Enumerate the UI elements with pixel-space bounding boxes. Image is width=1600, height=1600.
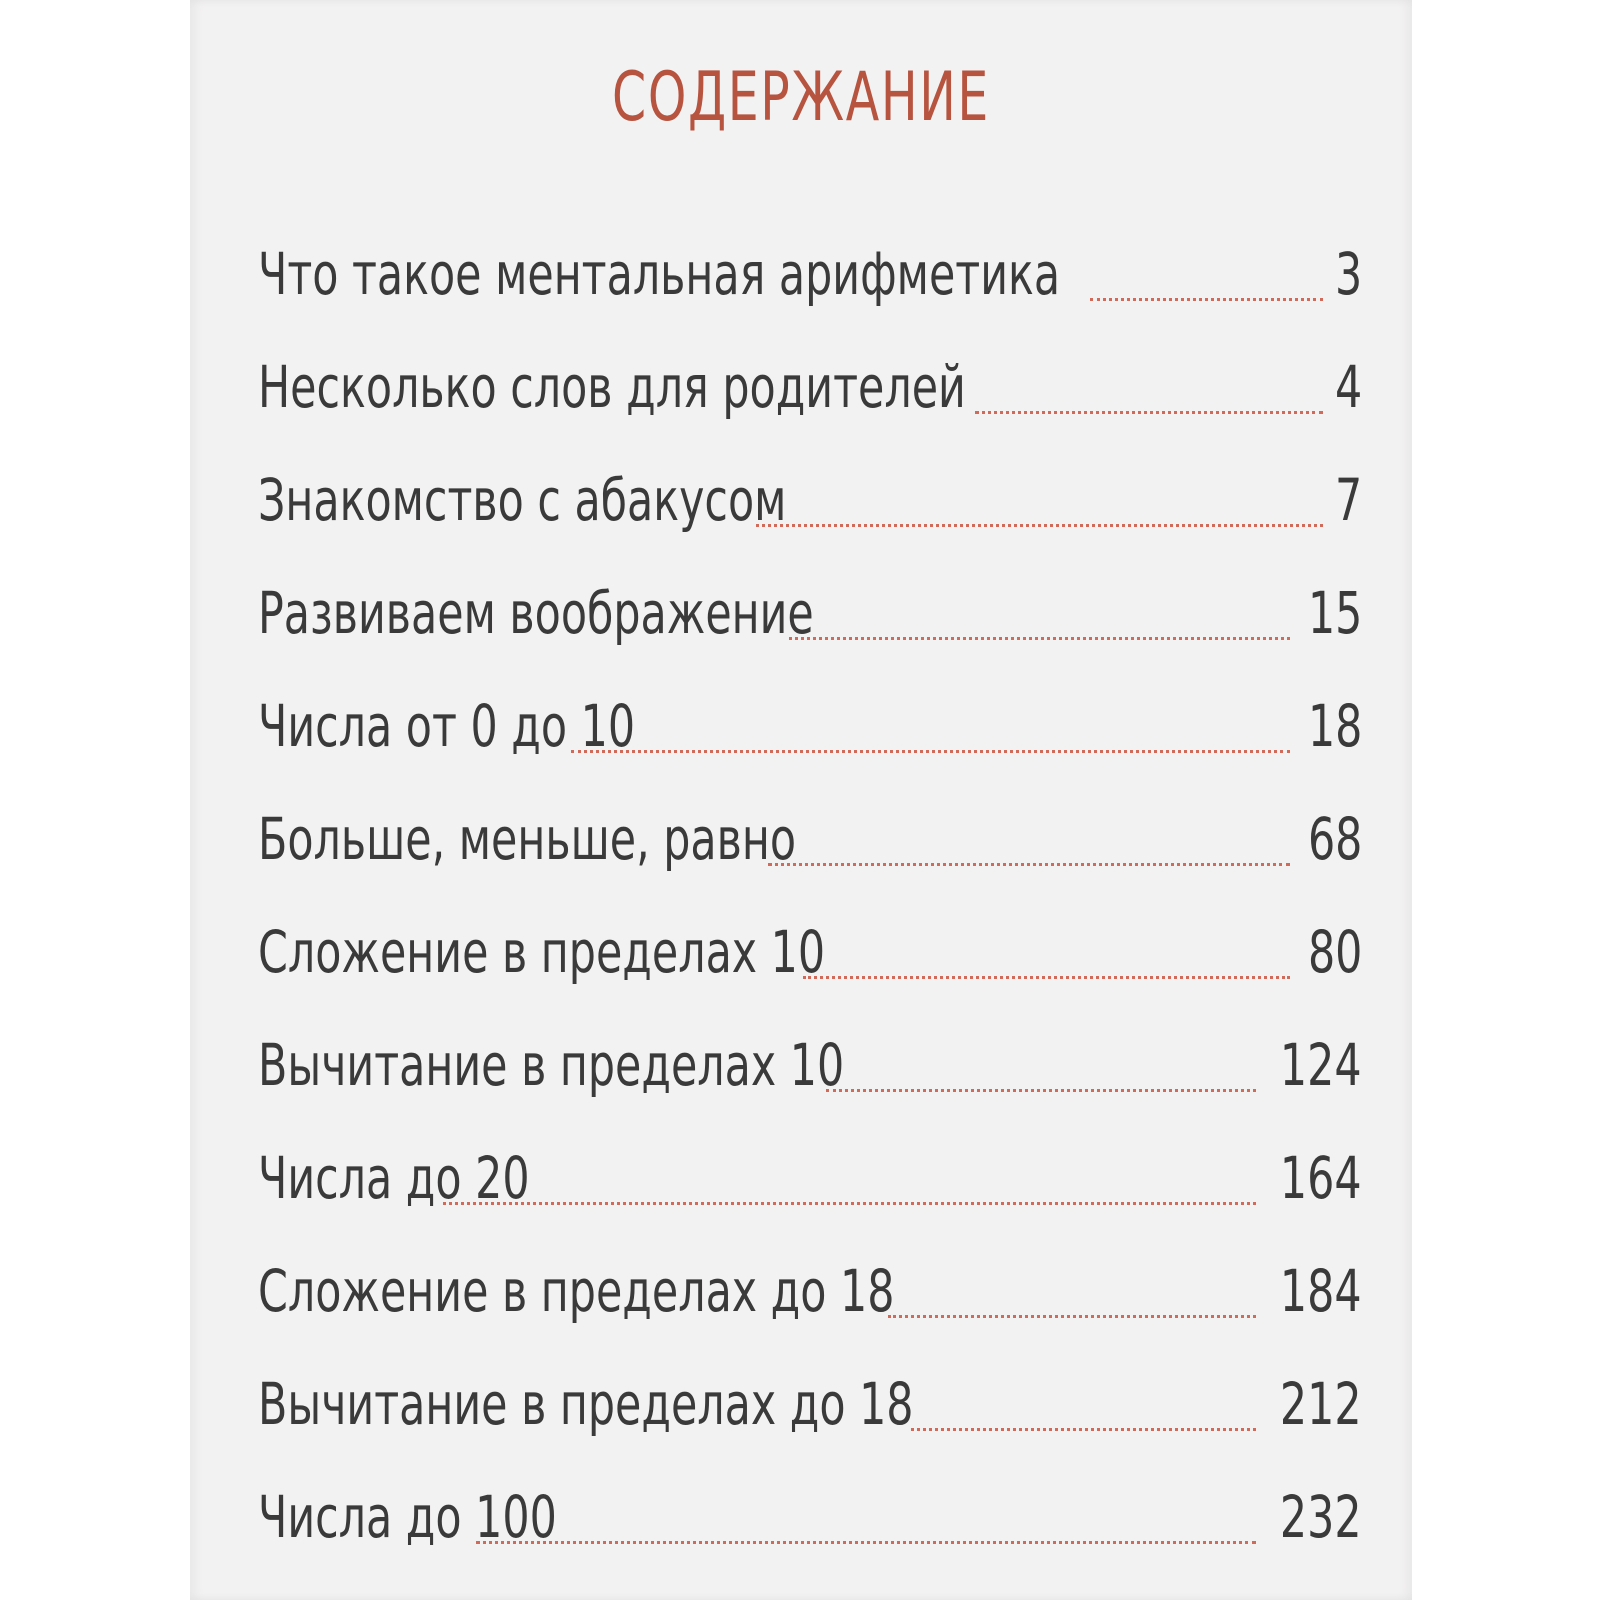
toc-entry [258, 1094, 1362, 1212]
toc-entry-title: Числа до 100 [258, 1483, 557, 1551]
toc-entry-title: Знакомство с абакусом [258, 466, 787, 534]
toc-entry-title: Вычитание в пределах до 18 [258, 1370, 914, 1438]
toc-entry [258, 1320, 1362, 1438]
dot-leader [826, 1088, 1256, 1092]
dot-leader [768, 862, 1290, 866]
toc-entry-page: 184 [1280, 1257, 1362, 1325]
page-title: СОДЕРЖАНИЕ [612, 58, 990, 137]
toc-entry-title: Что такое ментальная арифметика [258, 240, 1061, 308]
dot-leader [789, 636, 1289, 640]
dot-leader [476, 1540, 1257, 1544]
toc-entry [258, 190, 1362, 308]
toc-entry-title: Развиваем воображение [258, 579, 814, 647]
toc-entry-title: Числа до 20 [258, 1144, 530, 1212]
toc-entry [258, 303, 1362, 421]
toc-entry [258, 529, 1362, 647]
toc-entry-page: 68 [1307, 805, 1362, 873]
toc-entry [258, 416, 1362, 534]
dot-leader [571, 749, 1289, 753]
toc-entry [258, 868, 1362, 986]
toc-entry [258, 981, 1362, 1099]
dot-leader [888, 1314, 1257, 1318]
table-of-contents [258, 190, 1362, 1551]
toc-entry [258, 642, 1362, 760]
toc-entry-title: Вычитание в пределах 10 [258, 1031, 845, 1099]
toc-entry-page: 212 [1280, 1370, 1362, 1438]
toc-entry-title: Несколько слов для родителей [258, 353, 966, 421]
dot-leader [443, 1201, 1257, 1205]
toc-entry-page: 4 [1334, 353, 1362, 421]
toc-entry-page: 232 [1280, 1483, 1362, 1551]
toc-entry-title: Сложение в пределах до 18 [258, 1257, 895, 1325]
toc-entry-title: Больше, меньше, равно [258, 805, 797, 873]
dot-leader [756, 523, 1323, 527]
toc-entry-page: 80 [1307, 918, 1362, 986]
toc-entry [258, 1207, 1362, 1325]
dot-leader [975, 410, 1323, 414]
dot-leader [911, 1427, 1257, 1431]
toc-entry-page: 7 [1334, 466, 1362, 534]
toc-entry [258, 1433, 1362, 1551]
toc-entry-page: 15 [1307, 579, 1362, 647]
toc-entry-page: 124 [1280, 1031, 1362, 1099]
toc-entry [258, 755, 1362, 873]
toc-entry-page: 18 [1307, 692, 1362, 760]
dot-leader [803, 975, 1290, 979]
toc-entry-title: Сложение в пределах 10 [258, 918, 826, 986]
book-page [190, 0, 1412, 1600]
toc-entry-title: Числа от 0 до 10 [258, 692, 636, 760]
toc-entry-page: 3 [1334, 240, 1362, 308]
dot-leader [1090, 297, 1323, 301]
toc-entry-page: 164 [1280, 1144, 1362, 1212]
